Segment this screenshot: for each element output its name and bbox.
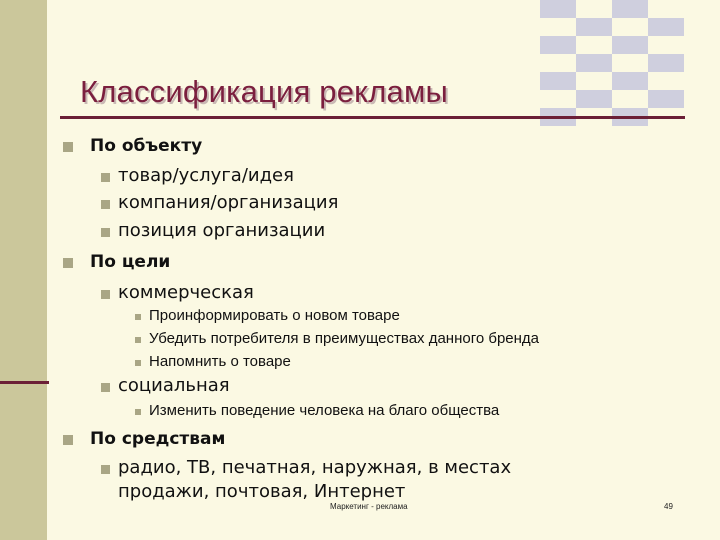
footer-caption: Маркетинг - реклама [330, 502, 408, 511]
bullet-square-icon [63, 435, 73, 445]
bullet-square-icon [63, 258, 73, 268]
bullet-l3-persuade: Убедить потребителя в преимуществах данного бренда [149, 330, 540, 347]
title-underline [60, 116, 685, 119]
bullet-l1-by-goal: По цели [90, 252, 171, 272]
bullet-l2-company: компания/организация [118, 192, 339, 213]
bullet-l3-change-behavior: Изменить поведение человека на благо общества [149, 402, 500, 419]
left-decor-bar [0, 0, 47, 540]
bullet-square-icon [63, 142, 73, 152]
bullet-l1-by-means: По средствам [90, 429, 226, 449]
bullet-l3-inform: Проинформировать о новом товаре [149, 307, 400, 324]
bullet-square-icon [101, 228, 110, 237]
checker-decoration [540, 0, 684, 126]
bullet-square-icon [101, 465, 110, 474]
bullet-l2-position: позиция организации [118, 220, 326, 241]
bullet-l2-product: товар/услуга/идея [118, 165, 294, 186]
bullet-square-icon [135, 409, 141, 415]
bullet-square-icon [101, 290, 110, 299]
bullet-square-icon [101, 200, 110, 209]
bullet-l3-remind: Напомнить о товаре [149, 353, 291, 370]
bullet-l2-social: социальная [118, 375, 230, 396]
page-number: 49 [664, 502, 673, 511]
bullet-l2-commercial: коммерческая [118, 282, 254, 303]
bullet-square-icon [135, 314, 141, 320]
bullet-l2-channels: радио, ТВ, печатная, наружная, в местах продажи, почтовая, Интернет [118, 457, 512, 502]
bullet-square-icon [135, 337, 141, 343]
bullet-square-icon [101, 383, 110, 392]
slide-title: Классификация рекламы [80, 74, 448, 109]
left-accent-line [0, 381, 49, 384]
bullet-l1-by-object: По объекту [90, 136, 203, 156]
bullet-square-icon [135, 360, 141, 366]
bullet-square-icon [101, 173, 110, 182]
